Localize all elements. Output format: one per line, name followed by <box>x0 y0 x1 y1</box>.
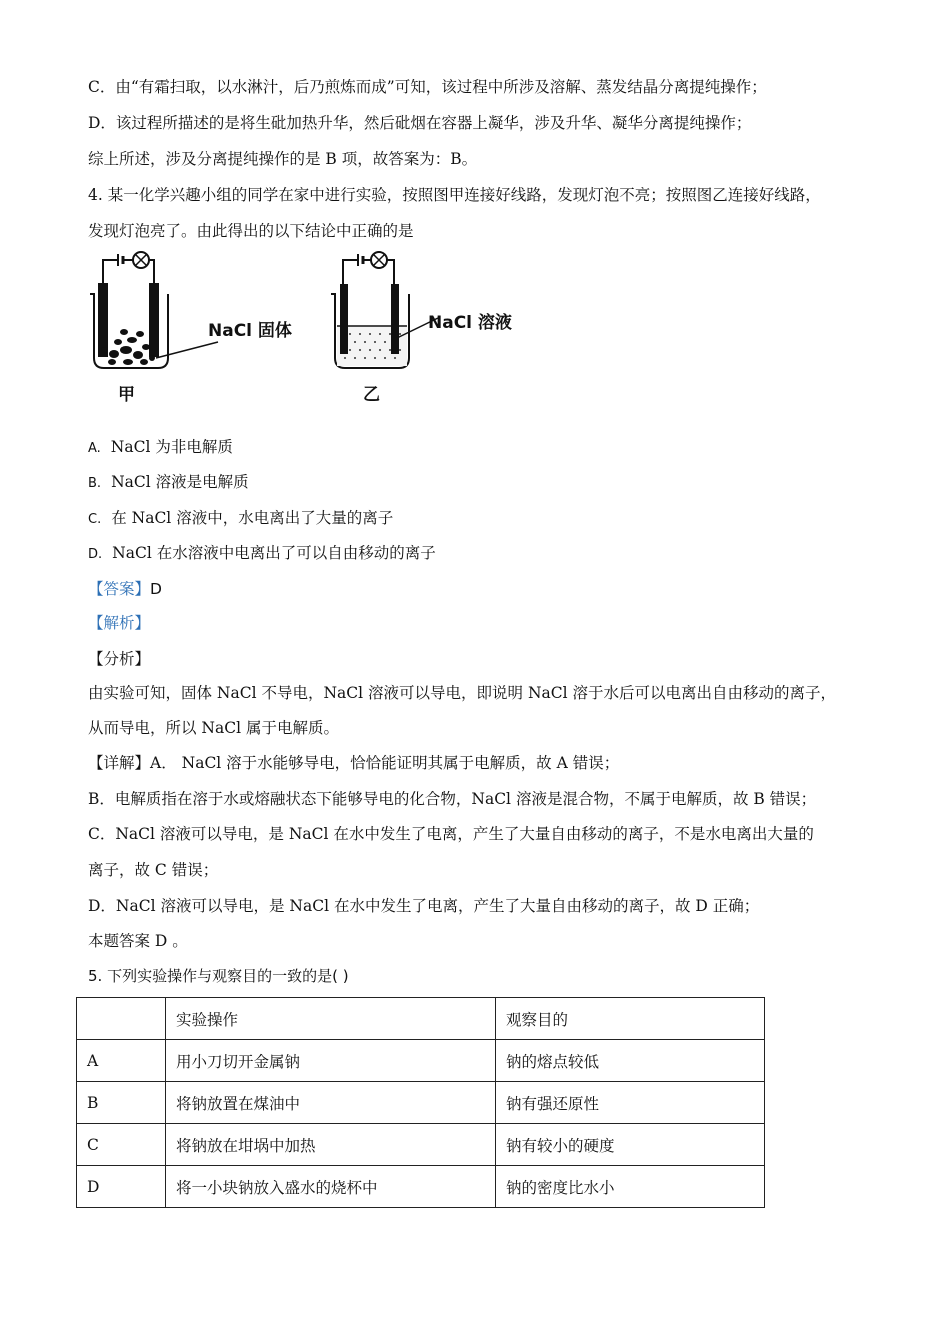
table-row <box>77 1166 765 1208</box>
table-cell: 将一小块钠放入盛水的烧杯中 <box>166 1166 496 1208</box>
table-cell: 将钠放置在煤油中 <box>166 1082 496 1124</box>
table-row <box>77 1124 765 1166</box>
q4-detail-b: B．电解质指在溶于水或熔融状态下能够导电的化合物，NaCl 溶液是混合物，不属于电解质，故 B 错误； <box>88 790 817 808</box>
prev-option-d: D．该过程所描述的是将生砒加热升华，然后砒烟在容器上凝华，涉及升华、凝华分离提纯操作； <box>88 114 752 132</box>
q4-option-c: C. 在 NaCl 溶液中，水电离出了大量的离子 <box>88 509 394 527</box>
q5-stem: 5. 下列实验操作与观察目的一致的是( ) <box>88 967 349 985</box>
q4-detail-c1: C．NaCl 溶液可以导电，是 NaCl 在水中发生了电离，产生了大量自由移动的离子，不是水电离出大量的 <box>88 825 814 843</box>
q4-detail-c2: 离子，故 C 错误； <box>88 861 219 879</box>
table-header-cell: 观察目的 <box>496 998 765 1040</box>
q4-detail-a: 【详解】A． NaCl 溶于水能够导电，恰恰能证明其属于电解质，故 A 错误； <box>88 754 620 772</box>
table-row <box>77 1082 765 1124</box>
label-nacl-solution: NaCl 溶液 <box>428 313 512 333</box>
answer-tag: 【答案】 <box>88 580 151 598</box>
table-cell: A <box>77 1040 166 1082</box>
caption-yi: 乙 <box>363 385 380 405</box>
q4-final: 本题答案 D 。 <box>88 932 188 950</box>
pointer-line-left <box>156 342 218 358</box>
nacl-solid-particles <box>101 329 155 365</box>
table-cell: 钠有较小的硬度 <box>496 1124 765 1166</box>
label-nacl-solid: NaCl 固体 <box>208 321 292 341</box>
q5-table <box>76 997 765 1208</box>
q4-option-a: A. NaCl 为非电解质 <box>88 438 233 456</box>
q4-fenxi-line2: 从而导电，所以 NaCl 属于电解质。 <box>88 719 339 737</box>
table-cell: 用小刀切开金属钠 <box>166 1040 496 1082</box>
table-cell: 钠有强还原性 <box>496 1082 765 1124</box>
q4-fenxi-tag: 【分析】 <box>88 650 151 668</box>
q4-stem-line1: 4. 某一化学兴趣小组的同学在家中进行实验，按照图甲连接好线路，发现灯泡不亮；按照图乙连接好线路， <box>88 186 821 204</box>
q4-figure <box>88 246 548 416</box>
table-cell: C <box>77 1124 166 1166</box>
q4-stem-line2: 发现灯泡亮了。由此得出的以下结论中正确的是 <box>88 222 414 240</box>
prev-option-c: C．由“有霜扫取，以水淋汁，后乃煎炼而成”可知，该过程中所涉及溶解、蒸发结晶分离提纯操作； <box>88 78 767 96</box>
table-cell: 钠的熔点较低 <box>496 1040 765 1082</box>
table-header-cell: 实验操作 <box>166 998 496 1040</box>
table-header-row <box>77 998 765 1040</box>
prev-summary: 综上所述，涉及分离提纯操作的是 B 项，故答案为：B。 <box>88 150 478 168</box>
table-cell: D <box>77 1166 166 1208</box>
table-header-cell <box>77 998 166 1040</box>
q4-analysis-tag: 【解析】 <box>88 614 151 632</box>
q4-option-b: B. NaCl 溶液是电解质 <box>88 473 249 491</box>
detail-tag: 【详解】 <box>88 754 151 772</box>
table-row <box>77 1040 765 1082</box>
q4-detail-d: D．NaCl 溶液可以导电，是 NaCl 在水中发生了电离，产生了大量自由移动的离子，故 D 正确； <box>88 897 760 915</box>
table-cell: B <box>77 1082 166 1124</box>
q4-option-d: D. NaCl 在水溶液中电离出了可以自由移动的离子 <box>88 544 436 562</box>
caption-jia: 甲 <box>118 385 135 405</box>
answer-value: D <box>150 580 162 598</box>
q4-answer <box>88 578 162 600</box>
table-cell: 将钠放在坩埚中加热 <box>166 1124 496 1166</box>
table-cell: 钠的密度比水小 <box>496 1166 765 1208</box>
q4-fenxi-line1: 由实验可知，固体 NaCl 不导电，NaCl 溶液可以导电，即说明 NaCl 溶于水后可以电离出自由移动的离子， <box>88 684 836 702</box>
